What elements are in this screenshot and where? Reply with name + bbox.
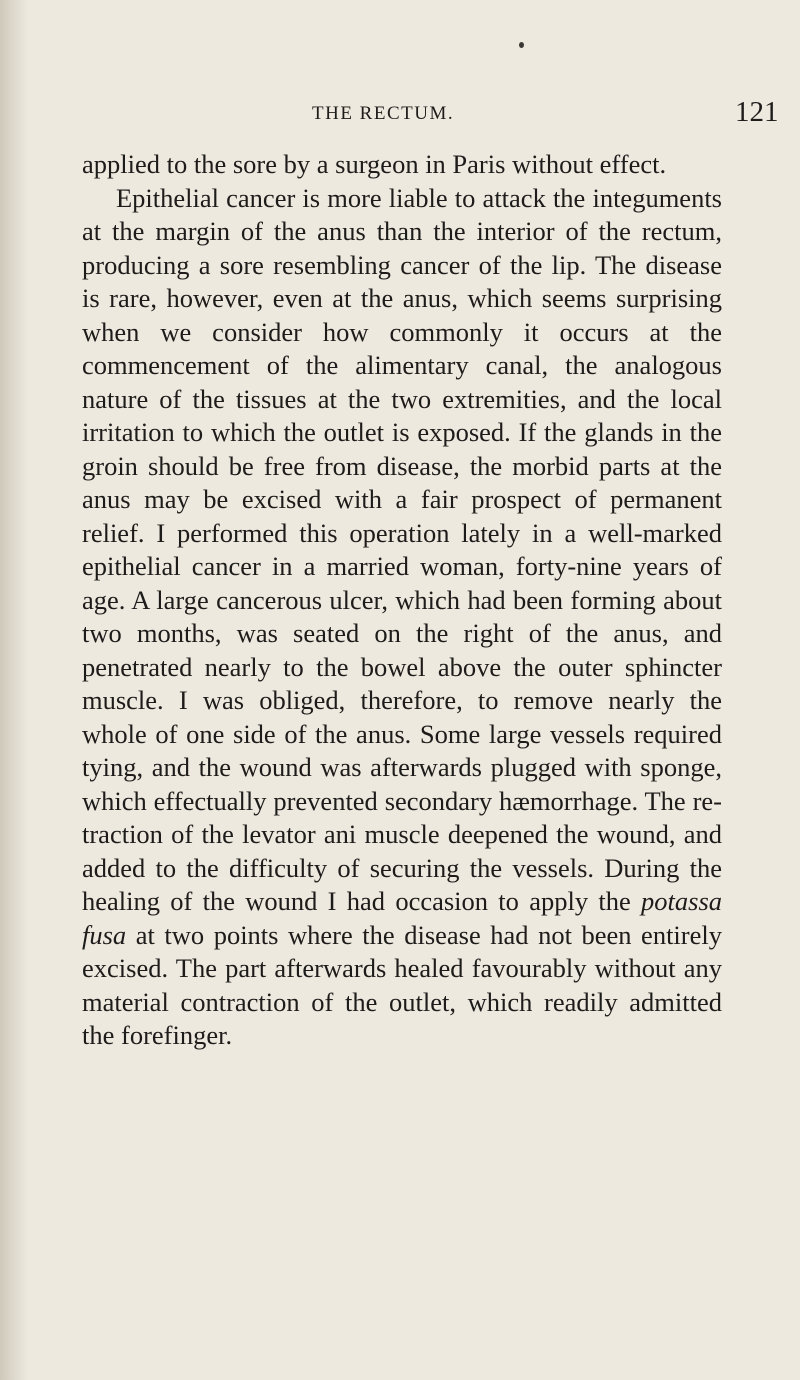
page-edge-shadow: [0, 0, 28, 1380]
italic-term: potassa fusa: [82, 886, 723, 950]
running-title: THE RECTUM.: [312, 103, 455, 124]
ink-speck: [519, 42, 524, 48]
paragraph-text-part-1: Epithelial cancer is more liable to attack the integuments at the margin of the anus than the interior of the rectum, producing a sore resembling cancer of the lip. The disease is rare, however, even at the anus, which seems surprising when we consider how commonly it occurs at the commencement of the alimentary canal, the analogous nature of the tissues at the two extremities, and the local irritation to which the outlet is exposed. If the glands in the groin should be free from disease, the morbid parts at the anus may be excised with a fair prospect of permanent relief. I performed this operation lately in a well-marked epithelial cancer in a married woman, forty-nine years of age. A large cancerous ulcer, which had been forming about two months, was seated on the right of the anus, and penetrated nearly to the bowel above the outer sphincter muscle. I was obliged, therefore, to remove nearly the whole of one side of the anus. Some large vessels required tying, and the wound was afterwards plugged with sponge, which effectually prevented secondary hæmorrhage. The retraction of the levator ani muscle deepened the wound, and added to the difficulty of securing the vessels. During the healing of the wound I had occasion to apply the: [82, 182, 722, 916]
body-text: [82, 148, 722, 1053]
paragraph-continuation: applied to the sore by a surgeon in Paris without effect.: [82, 149, 667, 179]
paragraph-text-part-2: at two points where the disease had not been entirely excised. The part afterwards healed favourably without any material contraction of the outlet, which readily admitted the forefinger.: [82, 919, 722, 1050]
paragraph-epithelial-cancer: [82, 182, 722, 1053]
page-number: 121: [735, 96, 779, 128]
